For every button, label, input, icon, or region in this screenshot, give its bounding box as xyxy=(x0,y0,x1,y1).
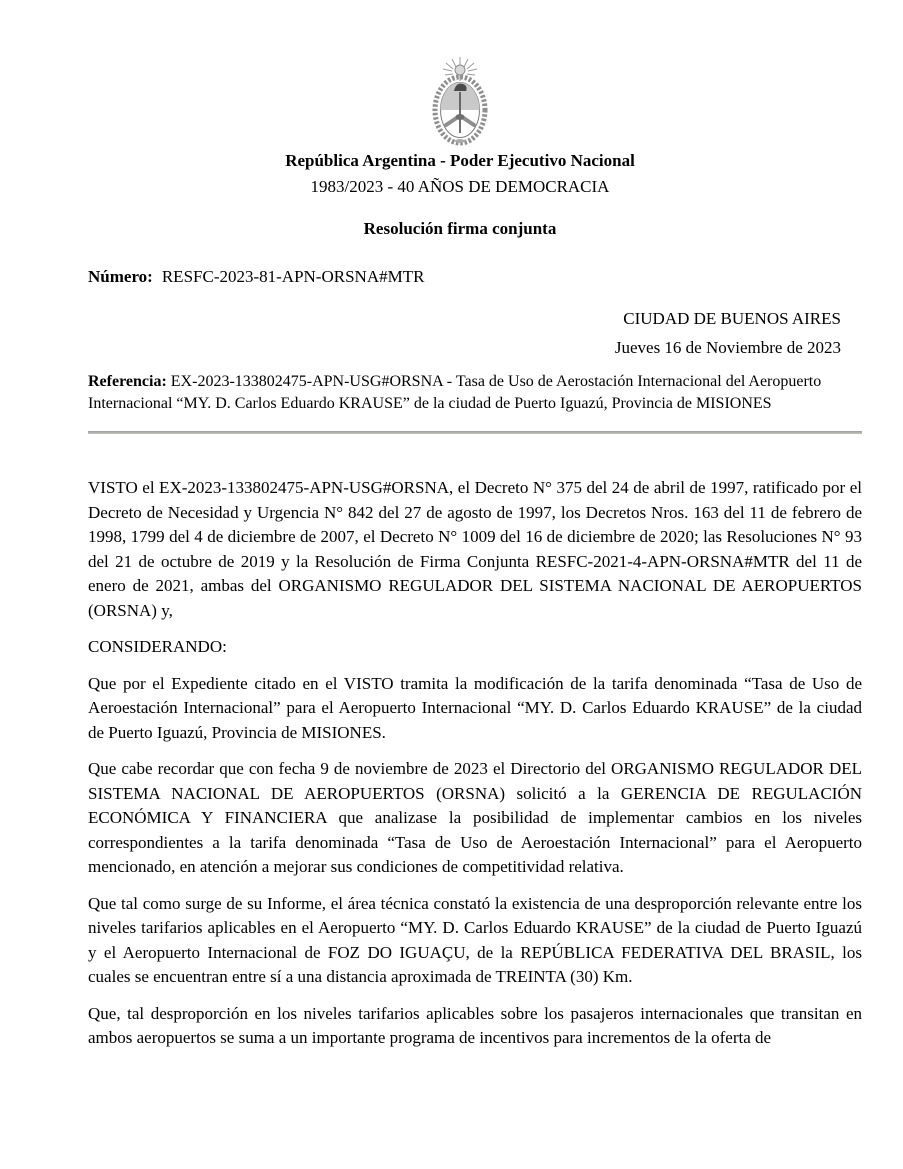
date-line: Jueves 16 de Noviembre de 2023 xyxy=(614,338,841,357)
document-type-title: Resolución firma conjunta xyxy=(363,219,557,238)
document-body xyxy=(88,476,862,1051)
section-divider xyxy=(88,431,862,434)
reference-label: Referencia: xyxy=(88,373,167,390)
body-paragraph-considerando: CONSIDERANDO: xyxy=(88,637,227,656)
document-header xyxy=(88,55,862,242)
body-paragraph: Que, tal desproporción en los niveles tarifarios aplicables sobre los pasajeros internacionales que transitan en ambos aeropuertos se suma a un importante programa de incentivos para incrementos de la oferta de xyxy=(88,1003,862,1047)
document-number-row xyxy=(88,264,862,290)
argentina-coat-of-arms-icon xyxy=(414,55,506,147)
reference-text: EX-2023-133802475-APN-USG#ORSNA - Tasa de Uso de Aerostación Internacional del Aeropuerto Internacional “MY. D. Carlos Eduardo KRAUSE” de la ciudad de Puerto Iguazú, Provincia de MISIONES xyxy=(88,373,822,412)
body-paragraph-visto: VISTO el EX-2023-133802475-APN-USG#ORSNA, el Decreto N° 375 del 24 de abril de 1997, ratificado por el Decreto de Necesidad y Urgencia N° 842 del 27 de agosto de 1997, los Decretos Nros. 163 del 11 de febrero de 1998, 1799 del 4 de diciembre de 2007, el Decreto N° 1009 del 16 de diciembre de 2020; las Resoluciones N° 93 del 21 de octubre de 2019 y la Resolución de Firma Conjunta RESFC-2021-4-APN-ORSNA#MTR del 11 de enero de 2021, ambas del ORGANISMO REGULADOR DEL SISTEMA NACIONAL DE AEROPUERTOS (ORSNA) y, xyxy=(88,478,862,620)
number-label: Número: xyxy=(88,267,153,286)
body-paragraph: Que por el Expediente citado en el VISTO tramita la modificación de la tarifa denominada “Tasa de Uso de Aeroestación Internacional” para el Aeropuerto Internacional “MY. D. Carlos Eduardo KRAUSE” de la ciudad de Puerto Iguazú, Provincia de MISIONES. xyxy=(88,673,862,742)
city-line: CIUDAD DE BUENOS AIRES xyxy=(623,309,841,328)
body-paragraph: Que cabe recordar que con fecha 9 de noviembre de 2023 el Directorio del ORGANISMO REGULADOR DEL SISTEMA NACIONAL DE AEROPUERTOS (ORSNA) solicitó a la GERENCIA DE REGULACIÓN ECONÓMICA Y FINANCIERA que analizase la posibilidad de implementar cambios en los niveles correspondientes a la tarifa denominada “Tasa de Uso de Aeroestación Internacional” para el Aeropuerto mencionado, en atención a mejorar sus condiciones de competitividad relativa. xyxy=(88,759,862,876)
reference-block xyxy=(88,371,862,415)
place-date-block xyxy=(88,304,862,362)
header-anniversary-line: 1983/2023 - 40 AÑOS DE DEMOCRACIA xyxy=(310,177,610,196)
body-paragraph: Que tal como surge de su Informe, el área técnica constató la existencia de una desproporción relevante entre los niveles tarifarios aplicables en el Aeropuerto “MY. D. Carlos Eduardo KRAUSE” de la ciudad de Puerto Iguazú y el Aeropuerto Internacional de FOZ DO IGUAÇU, de la REPÚBLICA FEDERATIVA DEL BRASIL, los cuales se encuentran entre sí a una distancia aproximada de TREINTA (30) Km. xyxy=(88,893,862,986)
header-org-line: República Argentina - Poder Ejecutivo Nacional xyxy=(285,151,635,170)
document-content xyxy=(88,55,862,1051)
number-value: RESFC-2023-81-APN-ORSNA#MTR xyxy=(161,267,425,286)
